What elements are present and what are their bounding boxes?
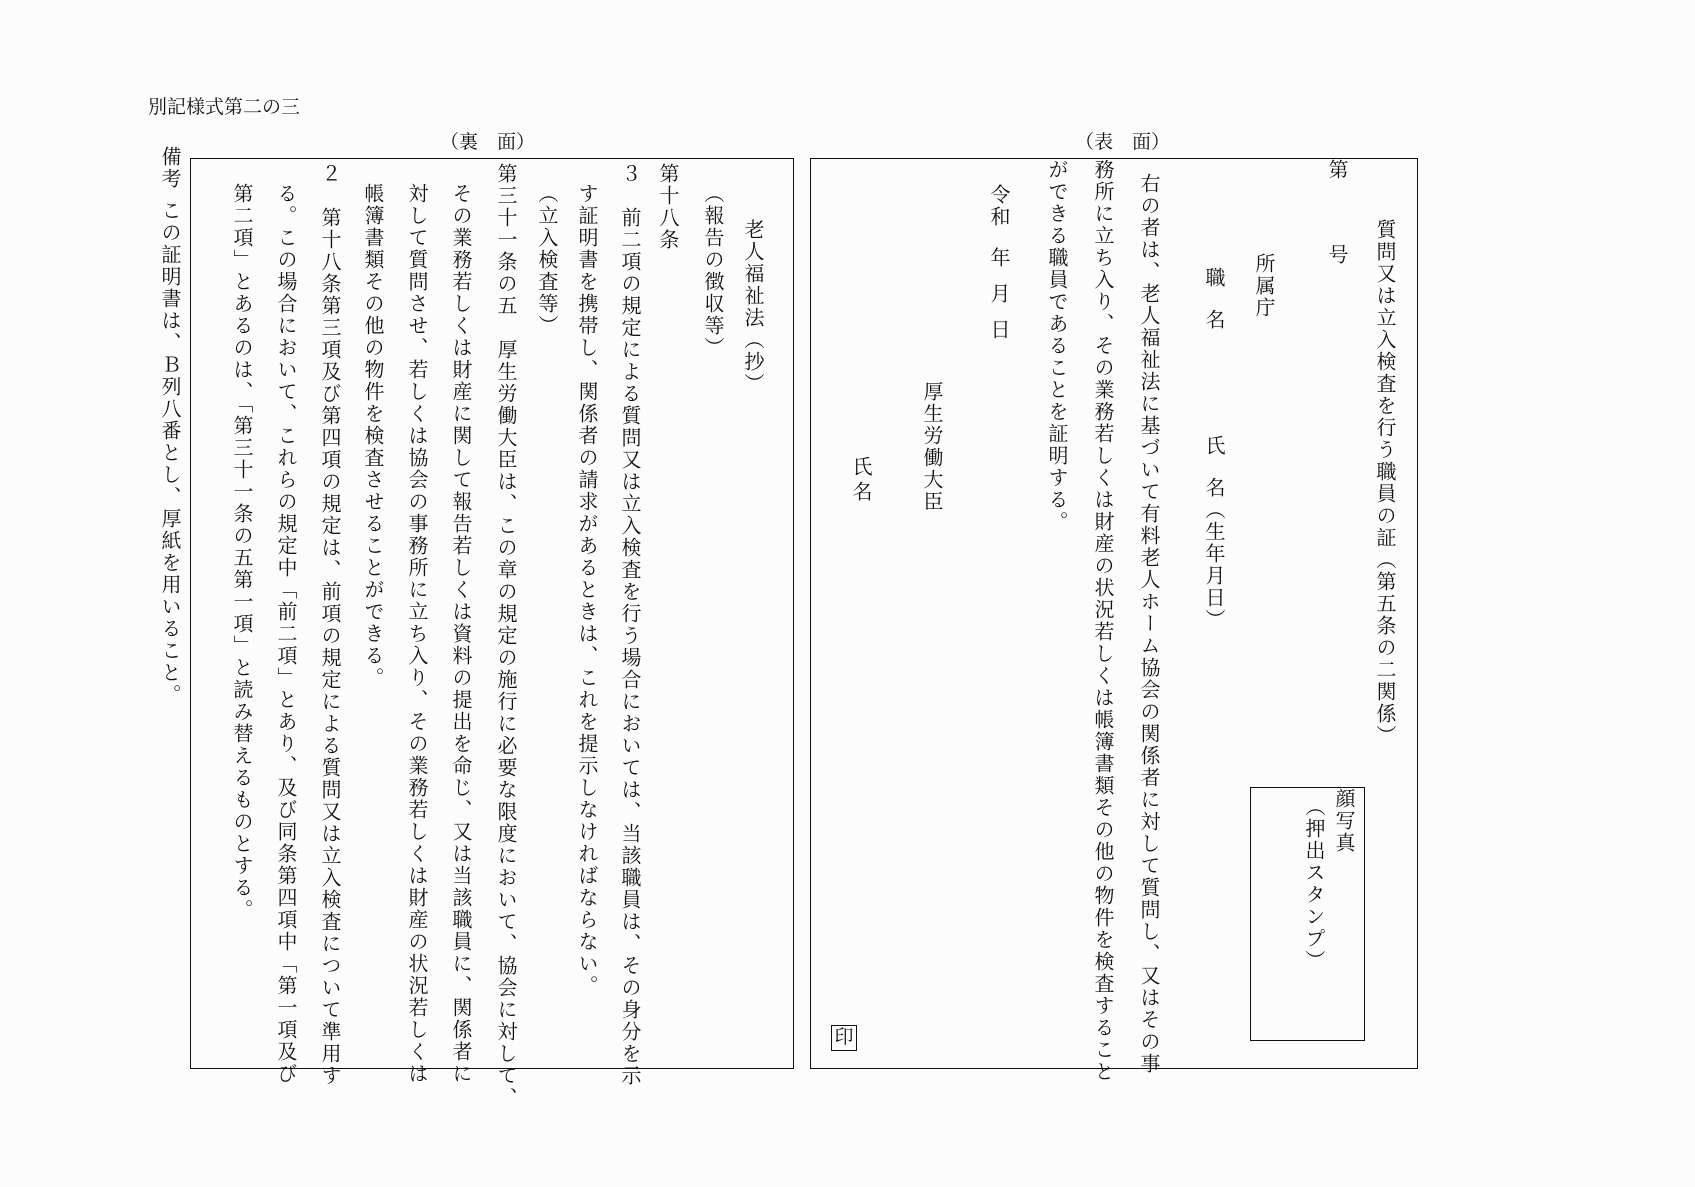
certificate-body-line1: 右の者は、老人福祉法に基づいて有料老人ホーム協会の関係者に対して質問し、又はその事: [1137, 173, 1161, 1075]
number-prefix: 第: [1325, 159, 1349, 181]
remarks-label: 備考: [158, 146, 182, 190]
number-suffix: 号: [1325, 244, 1349, 266]
reverse-side-panel: [190, 158, 794, 1109]
card-title: 質問又は立入検査を行う職員の証（第五条の二関係）: [1373, 219, 1397, 747]
name-label-1: 氏: [1202, 435, 1226, 457]
photo-box: [1250, 787, 1365, 1041]
form-title: 別記様式第二の三: [148, 96, 301, 118]
issuer-name-label-1: 氏: [849, 456, 873, 478]
heading-inspect: （立入検査等）: [535, 183, 559, 337]
date-month: 月: [987, 283, 1011, 305]
remarks-text: この証明書は、Ｂ列八番とし、厚紙を用いること。: [158, 200, 182, 706]
article-31-5-line1: 第三十一条の五 厚生労働大臣は、この章の規定の施行に必要な限度において、協会に対して、: [494, 163, 518, 1109]
article-31-5-p2-line1: ２ 第十八条第三項及び第四項の規定は、前項の規定による質問又は立入検査について準用す: [318, 163, 342, 1087]
article-31-5-p2-line3: 第二項」とあるのは、「第三十一条の五第一項」と読み替えるものとする。: [230, 183, 254, 921]
article-31-5-line3: 対して質問させ、若しくは協会の事務所に立ち入り、その業務若しくは財産の状況若しくは: [405, 183, 429, 1085]
position-label-2: 名: [1202, 309, 1226, 331]
front-side-label: （表 面）: [1075, 131, 1171, 153]
certificate-body-line2: 務所に立ち入り、その業務若しくは財産の状況若しくは帳簿書類その他の物件を検査すること: [1091, 159, 1115, 1083]
certificate-body-line3: ができる職員であることを証明する。: [1045, 159, 1069, 533]
article-18-p3-line1: ３ 前二項の規定による質問又は立入検査を行う場合においては、当該職員は、その身分を示: [618, 163, 642, 1087]
heading-report: （報告の徴収等）: [701, 183, 725, 359]
date-day: 日: [987, 319, 1011, 341]
article-31-5-p2-line2: る。この場合において、これらの規定中「前二項」とあり、及び同条第四項中「第一項及び: [274, 183, 298, 1085]
photo-note: （押出スタンプ）: [1302, 796, 1326, 972]
front-side-panel: [810, 158, 1418, 1083]
issuer-name-label-2: 名: [849, 481, 873, 503]
article-18: 第十八条: [656, 163, 680, 251]
seal-mark: 印: [831, 1025, 857, 1051]
reverse-side-label: （裏 面）: [440, 131, 536, 153]
article-31-5-line2: その業務若しくは財産に関して報告若しくは資料の提出を命じ、又は当該職員に、関係者に: [449, 183, 473, 1085]
issuer-title: 厚生労働大臣: [920, 381, 944, 513]
position-label-1: 職: [1202, 267, 1226, 289]
photo-label: 顔写真: [1332, 788, 1356, 854]
article-18-p3-line2: す証明書を携帯し、関係者の請求があるときは、これを提示しなければならない。: [575, 183, 599, 997]
date-year: 年: [987, 247, 1011, 269]
date-era: 令和: [987, 184, 1011, 228]
affiliation-label: 所属庁: [1252, 253, 1276, 319]
article-31-5-line4: 帳簿書類その他の物件を検査させることができる。: [361, 183, 385, 689]
law-title: 老人福祉法（抄）: [741, 219, 765, 395]
name-label-2: 名（生年月日）: [1202, 477, 1226, 631]
